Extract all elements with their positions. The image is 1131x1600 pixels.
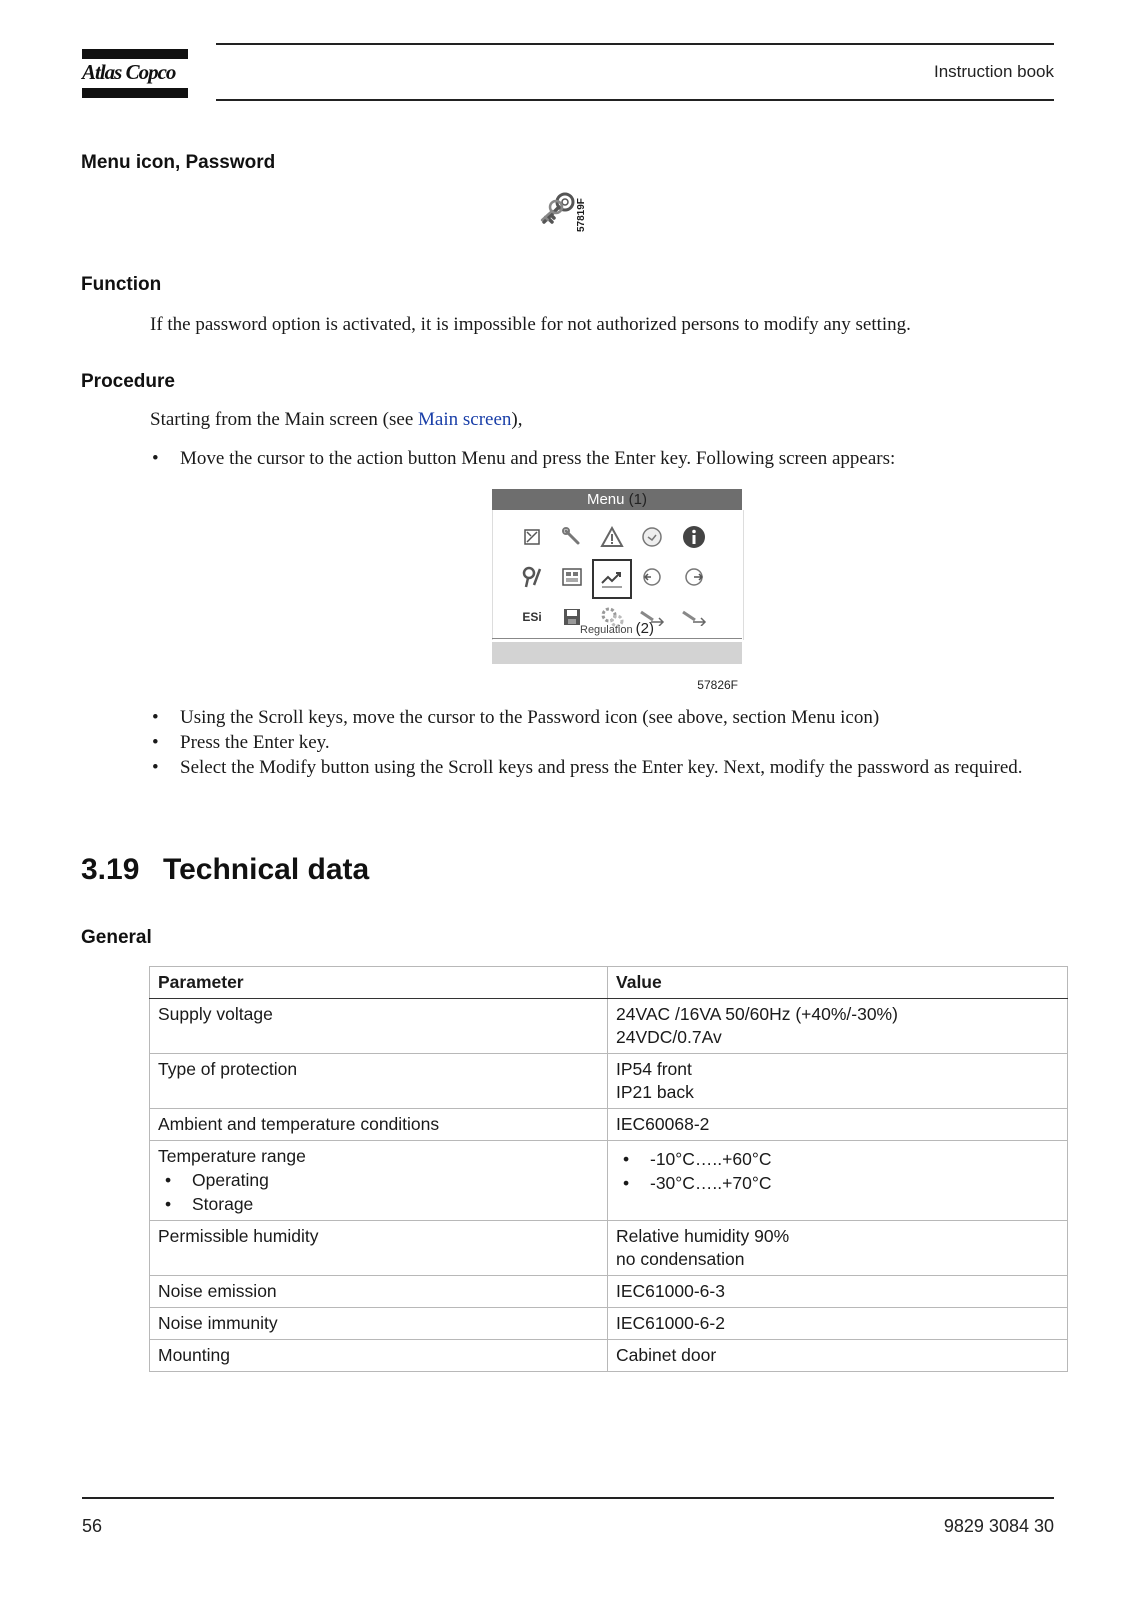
section-heading-procedure: Procedure	[81, 371, 175, 392]
procedure-step-list-1	[150, 446, 1050, 471]
value-cell: Cabinet door	[608, 1340, 1068, 1372]
section-heading-technical-data	[81, 853, 369, 887]
param-sub-list: • Operating • Storage	[158, 1168, 599, 1216]
table-header-row	[150, 967, 1068, 999]
section-heading-general: General	[81, 927, 152, 948]
param-cell: Noise immunity	[150, 1308, 608, 1340]
inputs-icon	[515, 522, 549, 552]
password-icon	[515, 562, 549, 592]
menu-title: Menu	[586, 491, 625, 508]
regulation-icon[interactable]	[592, 559, 632, 599]
table-row	[150, 1221, 1068, 1276]
value-cell: Relative humidity 90% no condensation	[608, 1221, 1068, 1276]
procedure-step: • Using the Scroll keys, move the cursor to the Password icon (see above, section Menu icon)	[150, 705, 1050, 730]
table-row	[150, 1340, 1068, 1372]
menu-status-callout: (2)	[635, 620, 654, 637]
header-bottom-rule	[216, 99, 1054, 101]
intro-prefix: Starting from the Main screen (see	[150, 409, 419, 430]
esi-label: ESi	[522, 610, 542, 624]
param-cell: Permissible humidity	[150, 1221, 608, 1276]
menu-title-callout: (1)	[628, 491, 648, 508]
timer-back-icon	[635, 562, 669, 592]
procedure-step-list-2	[150, 705, 1050, 780]
value-cell: IEC61000-6-3	[608, 1276, 1068, 1308]
section-heading-menu-icon: Menu icon, Password	[81, 152, 276, 173]
header-doc-type: Instruction book	[933, 62, 1054, 81]
column-header-value: Value	[608, 967, 1068, 999]
procedure-step: • Move the cursor to the action button Menu and press the Enter key. Following screen appears:	[150, 446, 1050, 471]
menu-screen-figure	[492, 489, 742, 692]
value-cell: IEC60068-2	[608, 1109, 1068, 1141]
menu-divider	[492, 638, 742, 639]
function-text: If the password option is activated, it is impossible for not authorized persons to modify any setting.	[150, 314, 911, 335]
info-icon	[677, 522, 711, 552]
table-row	[150, 999, 1068, 1054]
figure-id-57819F: 57819F	[576, 198, 587, 232]
procedure-intro	[150, 409, 523, 431]
menu-footer-bar	[492, 642, 742, 664]
table-row	[150, 1054, 1068, 1109]
timer-forward-icon	[677, 562, 711, 592]
menu-status-text: Regulation	[580, 624, 633, 636]
technical-data-table	[149, 966, 1068, 1372]
procedure-step: • Select the Modify button using the Scroll keys and press the Enter key. Next, modify the password as required.	[150, 755, 1050, 780]
menu-status-line	[492, 620, 742, 638]
menu-titlebar	[492, 489, 742, 510]
section-heading-function: Function	[81, 274, 162, 295]
table-row	[150, 1141, 1068, 1221]
param-cell: Type of protection	[150, 1054, 608, 1109]
section-title: Technical data	[163, 853, 370, 886]
value-cell	[608, 1141, 1068, 1221]
main-screen-link[interactable]: Main screen	[418, 409, 512, 430]
header-top-rule	[216, 43, 1054, 45]
brand-logo: Atlas Copco	[82, 60, 176, 84]
logo-bottom-bar	[82, 88, 188, 98]
display-icon	[555, 562, 589, 592]
value-sub-list: • -10°C…..+60°C • -30°C…..+70°C	[616, 1147, 1059, 1195]
table-row	[150, 1308, 1068, 1340]
warning-icon	[595, 522, 629, 552]
footer-rule	[82, 1497, 1054, 1499]
section-number: 3.19	[81, 853, 140, 886]
document-number: 9829 3084 30	[943, 1516, 1054, 1536]
keys-icon-figure	[538, 190, 608, 238]
column-header-parameter: Parameter	[150, 967, 608, 999]
param-cell: Temperature range • Operating • Storage	[150, 1141, 608, 1221]
value-cell: IEC61000-6-2	[608, 1308, 1068, 1340]
figure-id-57826F: 57826F	[697, 678, 738, 692]
page-number: 56	[82, 1516, 103, 1536]
wrench-icon	[555, 522, 589, 552]
value-cell: IP54 front IP21 back	[608, 1054, 1068, 1109]
value-cell: 24VAC /16VA 50/60Hz (+40%/-30%) 24VDC/0.7Av	[608, 999, 1068, 1054]
param-cell: Mounting	[150, 1340, 608, 1372]
intro-suffix: ),	[511, 409, 523, 430]
table-row	[150, 1276, 1068, 1308]
logo-top-bar	[82, 49, 188, 59]
param-cell: Noise emission	[150, 1276, 608, 1308]
procedure-step: • Press the Enter key.	[150, 730, 1050, 755]
table-row	[150, 1109, 1068, 1141]
clock-icon	[635, 522, 669, 552]
param-cell: Ambient and temperature conditions	[150, 1109, 608, 1141]
param-cell: Supply voltage	[150, 999, 608, 1054]
